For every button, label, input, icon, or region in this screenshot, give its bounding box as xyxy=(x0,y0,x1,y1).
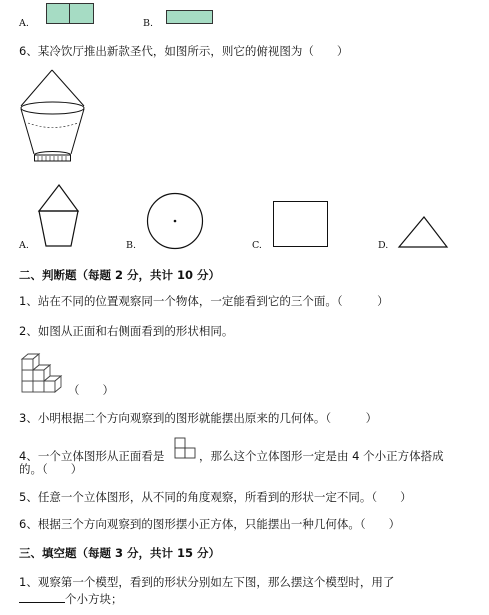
cube-stack-figure xyxy=(21,351,65,397)
fill-1-line2-text: 个小方块； xyxy=(65,592,123,606)
option-6c-shape xyxy=(273,201,328,247)
judge-4-text-start: 4、一个立体图形从正面看是 xyxy=(19,449,165,463)
option-6a-shape xyxy=(38,184,80,248)
judge-4-text-line2: 的。（ ） xyxy=(19,462,83,476)
section-3-title: 三、填空题（每题 3 分，共计 15 分） xyxy=(19,546,221,560)
judge-2-text: 2、如图从正面和右侧面看到的形状相同。 xyxy=(19,324,234,338)
judge-1-text: 1、站在不同的位置观察同一个物体，一定能看到它的三个面。（ ） xyxy=(19,294,389,308)
judge-5-text: 5、任意一个立体图形，从不同的角度观察，所看到的形状一定不同。（ ） xyxy=(19,490,412,504)
option-a-divider xyxy=(69,4,70,23)
judge-4-text-end: ，那么这个立体图形一定是由 4 个小正方体搭成 xyxy=(199,449,444,463)
option-6b-shape xyxy=(146,192,204,250)
option-6d-shape xyxy=(397,215,449,249)
option-6b-label: B. xyxy=(126,240,137,251)
option-6d-label: D. xyxy=(378,240,389,251)
sundae-figure xyxy=(18,68,88,168)
option-b-shape xyxy=(166,10,213,24)
question-6-text: 6、某冷饮厅推出新款圣代，如图所示，则它的俯视图为（ ） xyxy=(19,44,349,58)
option-b-label: B. xyxy=(143,18,154,29)
judge-3-text: 3、小明根据二个方向观察到的图形就能摆出原来的几何体。（ ） xyxy=(19,411,378,425)
section-2-title: 二、判断题（每题 2 分，共计 10 分） xyxy=(19,268,221,282)
option-6c-label: C. xyxy=(252,240,262,251)
judge-6-text: 6、根据三个方向观察到的图形摆小正方体，只能摆出一种几何体。（ ） xyxy=(19,517,401,531)
front-view-shape xyxy=(174,437,198,459)
option-6a-label: A. xyxy=(19,240,29,251)
answer-blank[interactable] xyxy=(19,591,65,603)
option-a-label: A. xyxy=(19,18,29,29)
judge-2-answer: （ ） xyxy=(68,383,114,397)
option-a-shape xyxy=(46,3,94,24)
fill-1-text: 1、观察第一个模型，看到的形状分别如左下图，那么摆这个模型时，用了 xyxy=(19,575,395,589)
fill-1-line2 xyxy=(19,591,123,607)
